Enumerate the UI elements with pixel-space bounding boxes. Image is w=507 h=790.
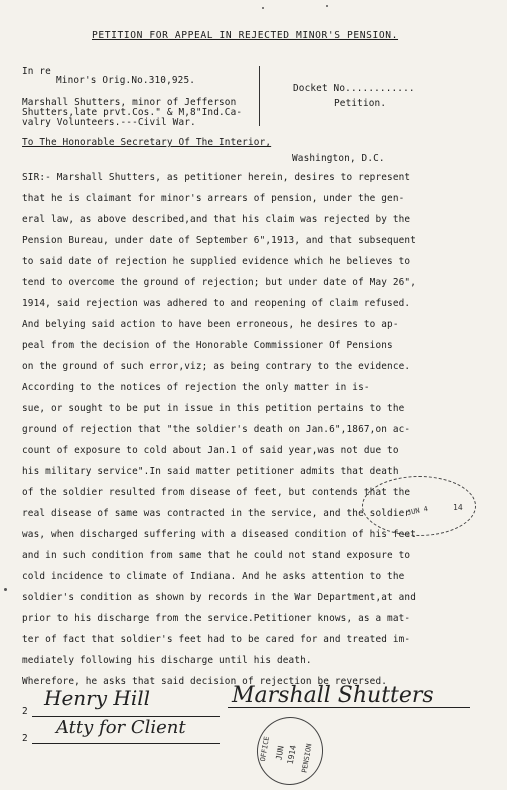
witness-mark-1: 2: [22, 706, 28, 717]
body-line: eral law, as above described,and that his claim was rejected by the: [22, 214, 411, 225]
body-line: 1914, said rejection was adhered to and reopening of claim refused.: [22, 298, 411, 309]
paper-speck: [326, 5, 328, 7]
body-line: And belying said action to have been erroneous, he desires to ap-: [22, 319, 399, 330]
stamp-pension: PENSION: [300, 743, 314, 774]
body-line: tend to overcome the ground of rejection; but under date of May 26",: [22, 277, 417, 288]
stamp-year: 1914: [285, 744, 298, 766]
caption-bracket: [259, 66, 260, 126]
claim-number: Minor's Orig.No.310,925.: [56, 75, 196, 86]
petitioner-line-1: Marshall Shutters, minor of Jefferson: [22, 97, 237, 108]
body-line: Wherefore, he asks that said decision of rejection be reversed.: [22, 676, 388, 687]
petitioner-signature-line: [228, 707, 470, 708]
document-title: PETITION FOR APPEAL IN REJECTED MINOR'S PENSION.: [92, 30, 399, 41]
petitioner-signature: Marshall Shutters: [232, 683, 434, 708]
addressee: To The Honorable Secretary Of The Interior,: [22, 137, 272, 148]
stamp-number: 14: [453, 503, 463, 512]
stamp-office: OFFICE: [258, 735, 272, 763]
body-line: SIR:- Marshall Shutters, as petitioner herein, desires to represent: [22, 172, 411, 183]
body-line: that he is claimant for minor's arrears of pension, under the gen-: [22, 193, 405, 204]
body-line: Pension Bureau, under date of September 6",1913, and that subsequent: [22, 235, 417, 246]
witness-2-signature: Atty for Client: [56, 717, 186, 738]
petitioner-line-2: Shutters,late prvt.Cos." & M,8"Ind.Ca-: [22, 107, 243, 118]
body-line: to said date of rejection he supplied evidence which he believes to: [22, 256, 411, 267]
paper-speck: [262, 7, 264, 9]
body-line: cold incidence to climate of Indiana. And he asks attention to the: [22, 571, 405, 582]
body-line: ter of fact that soldier's feet had to be cared for and treated im-: [22, 634, 411, 645]
body-line: on the ground of such error,viz; as being contrary to the evidence.: [22, 361, 411, 372]
body-line: sue, or sought to be put in issue in this petition pertains to the: [22, 403, 405, 414]
petition-label: Petition.: [334, 98, 387, 109]
body-line: of the soldier resulted from disease of feet, but contends that the: [22, 487, 411, 498]
witness-2-line: [32, 743, 220, 744]
witness-1-signature: Henry Hill: [44, 686, 151, 710]
body-line: peal from the decision of the Honorable Commissioner Of Pensions: [22, 340, 393, 351]
body-line: his military service".In said matter petitioner admits that death: [22, 466, 399, 477]
body-line: ground of rejection that "the soldier's death on Jan.6",1867,on ac-: [22, 424, 411, 435]
stamp-date: JUN 4: [406, 504, 429, 518]
received-stamp-upper: [362, 476, 476, 536]
body-line: real disease of same was contracted in the service, and the soldier: [22, 508, 411, 519]
witness-mark-2: 2: [22, 733, 28, 744]
body-line: count of exposure to cold about Jan.1 of said year,was not due to: [22, 445, 399, 456]
body-line: prior to his discharge from the service.Petitioner knows, as a mat-: [22, 613, 411, 624]
body-line: According to the notices of rejection the only matter in is-: [22, 382, 370, 393]
paper-speck: [4, 588, 7, 591]
petitioner-line-3: valry Volunteers.---Civil War.: [22, 117, 196, 128]
docket-label: Docket No............: [293, 83, 415, 94]
in-re-label: In re: [22, 66, 51, 77]
body-line: mediately following his discharge until his death.: [22, 655, 312, 666]
body-line: soldier's condition as shown by records in the War Department,at and: [22, 592, 417, 603]
pension-office-stamp: [252, 712, 329, 790]
place: Washington, D.C.: [292, 153, 385, 164]
stamp-month: JUN: [274, 745, 286, 761]
body-line: was, when discharged suffering with a diseased condition of his feet: [22, 529, 417, 540]
body-line: and in such condition from same that he could not stand exposure to: [22, 550, 411, 561]
